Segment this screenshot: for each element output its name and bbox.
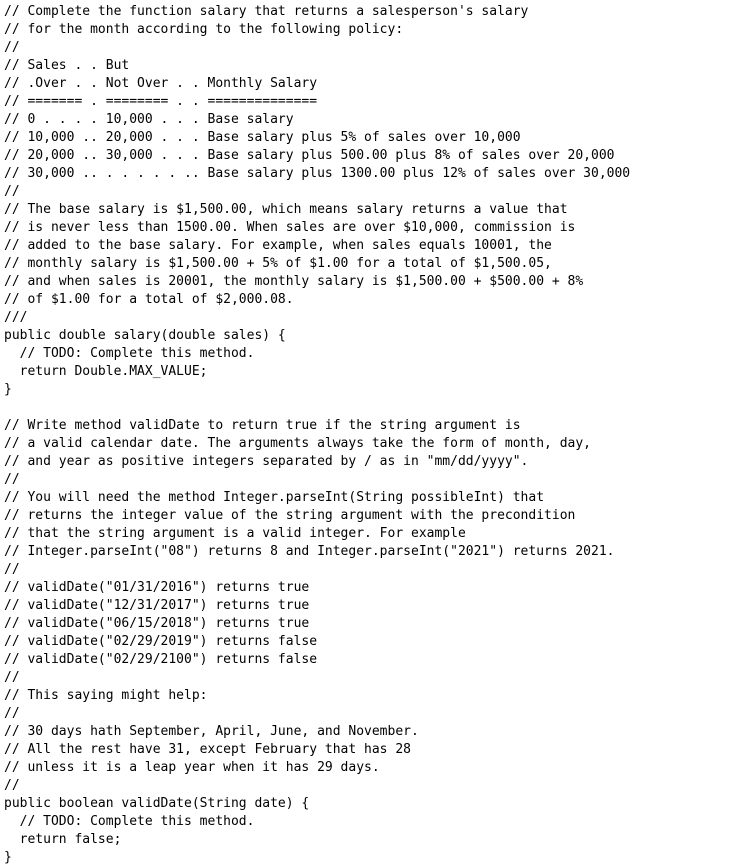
code-line: // added to the base salary. For example, when sales equals 10001, the xyxy=(4,238,552,253)
code-line: // 0 . . . . 10,000 . . . Base salary xyxy=(4,112,294,127)
code-line: // validDate("01/31/2016") returns true xyxy=(4,580,310,595)
code-line: // .Over . . Not Over . . Monthly Salary xyxy=(4,76,318,91)
code-line: // is never less than 1500.00. When sales are over $10,000, commission is xyxy=(4,220,576,235)
code-line: // and year as positive integers separated by / as in "mm/dd/yyyy". xyxy=(4,454,529,469)
code-line: // xyxy=(4,184,20,199)
code-line: public double salary(double sales) { xyxy=(4,328,286,343)
code-line: // You will need the method Integer.parseInt(String possibleInt) that xyxy=(4,490,545,505)
code-line: // monthly salary is $1,500.00 + 5% of $1.00 for a total of $1,500.05, xyxy=(4,256,552,271)
code-line: // Write method validDate to return true if the string argument is xyxy=(4,418,521,433)
code-line: // 30,000 .. . . . . . .. Base salary plus 1300.00 plus 12% of sales over 30,000 xyxy=(4,166,631,181)
code-line: // xyxy=(4,706,20,721)
code-line: } xyxy=(4,382,12,397)
code-line: // returns the integer value of the string argument with the precondition xyxy=(4,508,576,523)
code-line: // unless it is a leap year when it has 29 days. xyxy=(4,760,380,775)
code-line: // a valid calendar date. The arguments always take the form of month, day, xyxy=(4,436,591,451)
code-line: // 30 days hath September, April, June, and November. xyxy=(4,724,419,739)
code-line: // Integer.parseInt("08") returns 8 and Integer.parseInt("2021") returns 2021. xyxy=(4,544,615,559)
code-line: // xyxy=(4,562,20,577)
code-line: // and when sales is 20001, the monthly salary is $1,500.00 + $500.00 + 8% xyxy=(4,274,584,289)
code-line: // Sales . . But xyxy=(4,58,130,73)
code-line: // of $1.00 for a total of $2,000.08. xyxy=(4,292,294,307)
code-line: // for the month according to the following policy: xyxy=(4,22,404,37)
code-line: // validDate("02/29/2019") returns false xyxy=(4,634,318,649)
code-line: // All the rest have 31, except February that has 28 xyxy=(4,742,411,757)
code-line: /// xyxy=(4,310,28,325)
code-line: // The base salary is $1,500.00, which means salary returns a value that xyxy=(4,202,568,217)
code-line: // validDate("02/29/2100") returns false xyxy=(4,652,318,667)
code-line: // xyxy=(4,40,20,55)
code-line xyxy=(0,399,731,417)
code-line: // xyxy=(4,670,20,685)
code-line: // TODO: Complete this method. xyxy=(4,814,255,829)
code-line: // validDate("06/15/2018") returns true xyxy=(4,616,310,631)
code-line: } xyxy=(4,850,12,865)
code-line: // Complete the function salary that returns a salesperson's salary xyxy=(4,4,529,19)
code-line: // xyxy=(4,778,20,793)
code-line: return Double.MAX_VALUE; xyxy=(4,364,208,379)
code-line: public boolean validDate(String date) { xyxy=(4,796,310,811)
code-line: // ======= . ======== . . ============== xyxy=(4,94,318,109)
code-line: // TODO: Complete this method. xyxy=(4,346,255,361)
code-line: // validDate("12/31/2017") returns true xyxy=(4,598,310,613)
code-line: // This saying might help: xyxy=(4,688,208,703)
code-line: // 20,000 .. 30,000 . . . Base salary plus 500.00 plus 8% of sales over 20,000 xyxy=(4,148,615,163)
code-line: // xyxy=(4,472,20,487)
code-line: // 10,000 .. 20,000 . . . Base salary plus 5% of sales over 10,000 xyxy=(4,130,521,145)
code-line: return false; xyxy=(4,832,122,847)
code-line: // that the string argument is a valid integer. For example xyxy=(4,526,466,541)
